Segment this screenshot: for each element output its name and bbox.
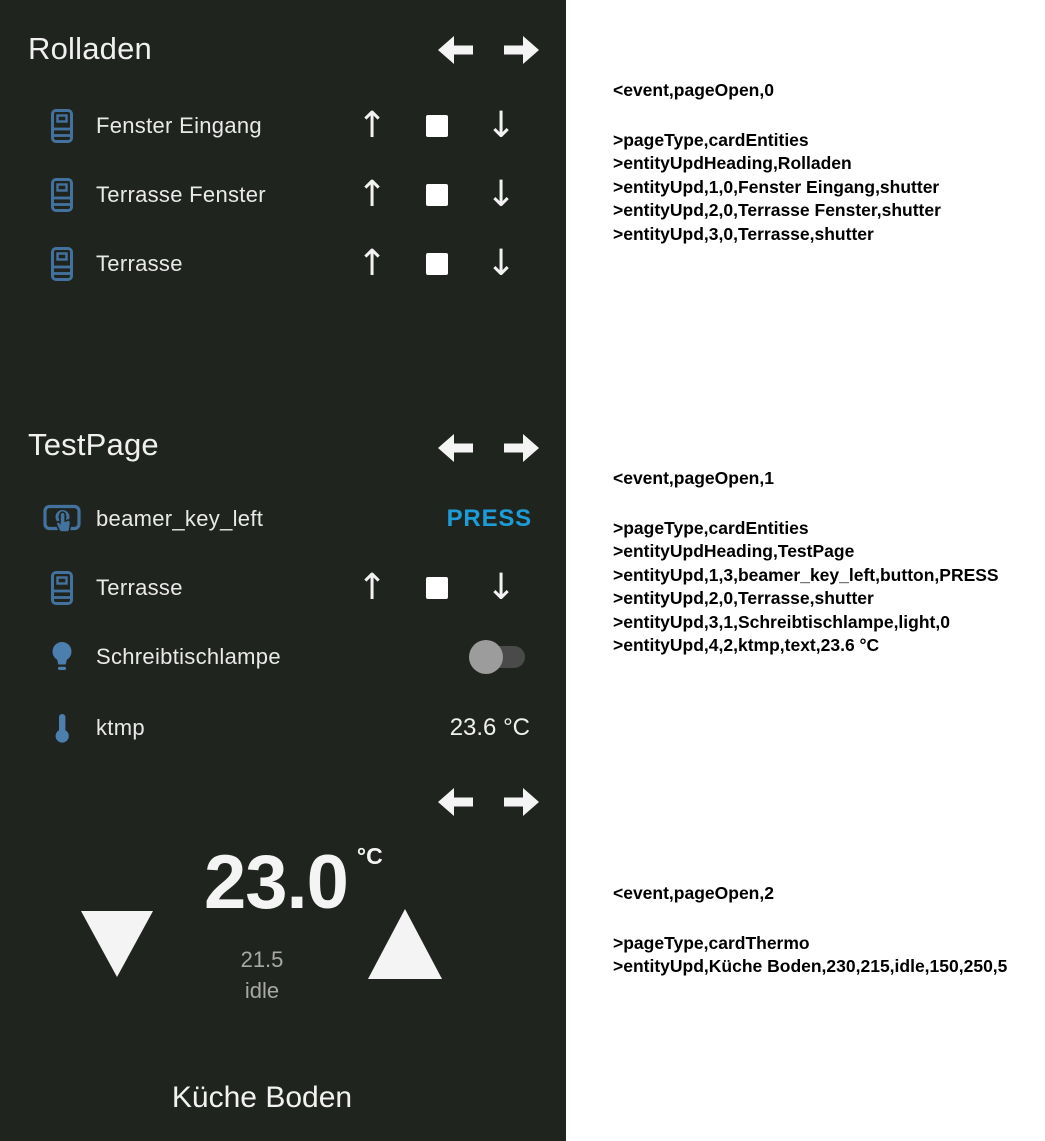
nav-left-arrow-button[interactable] [437, 787, 473, 817]
protocol-line: >entityUpd,2,0,Terrasse,shutter [613, 588, 874, 608]
thermostat-name: Küche Boden [171, 1081, 353, 1114]
entity-label: Fenster Eingang [96, 113, 262, 138]
protocol-event-line: <event,pageOpen,1 [613, 468, 774, 488]
left-arrow-icon [437, 787, 473, 817]
shutter-up-button[interactable]: ↑ [357, 105, 388, 146]
protocol-line: >pageType,cardEntities [613, 129, 809, 150]
page-nav [437, 787, 540, 817]
protocol-block [613, 79, 941, 246]
protocol-line: >entityUpd,Küche Boden,230,215,idle,150,250,5 [613, 956, 1008, 976]
protocol-line: >entityUpd,3,1,Schreibtischlampe,light,0 [613, 611, 950, 632]
protocol-body [613, 129, 941, 247]
entity-value: 23.6 °C [449, 714, 530, 741]
shutter-down-button[interactable]: ↓ [486, 243, 517, 284]
protocol-body [613, 932, 1007, 979]
protocol-line: >entityUpd,4,2,ktmp,text,23.6 °C [613, 635, 880, 655]
protocol-line: >pageType,cardEntities [613, 517, 809, 538]
nav-right-arrow-button[interactable] [504, 787, 540, 817]
page-title: TestPage [28, 427, 159, 462]
entity-label: beamer_key_left [96, 506, 264, 531]
protocol-line: >entityUpd,1,0,Fenster Eingang,shutter [613, 176, 940, 197]
protocol-line: >entityUpd,3,0,Terrasse,shutter [613, 223, 874, 244]
page-title: Rolladen [28, 31, 152, 66]
protocol-event-line: <event,pageOpen,2 [613, 883, 774, 903]
shutter-up-button[interactable]: ↑ [357, 567, 388, 608]
protocol-block [613, 467, 999, 658]
entity-label: Terrasse [96, 251, 183, 276]
protocol-block [613, 882, 1007, 979]
shutter-up-button[interactable]: ↑ [357, 243, 388, 284]
shutter-down-button[interactable]: ↓ [486, 174, 517, 215]
protocol-line: >pageType,cardThermo [613, 932, 810, 953]
setpoint-temperature: 21.5 [240, 947, 284, 972]
protocol-line: >entityUpdHeading,TestPage [613, 541, 855, 561]
current-temperature: 23.0 [204, 840, 348, 925]
press-button[interactable]: PRESS [446, 505, 532, 532]
protocol-line: >entityUpdHeading,Rolladen [613, 153, 852, 173]
shutter-down-button[interactable]: ↓ [486, 105, 517, 146]
entity-label: Terrasse [96, 575, 183, 600]
protocol-line: >entityUpd,1,3,beamer_key_left,button,PRESS [613, 564, 999, 585]
protocol-line: >entityUpd,2,0,Terrasse Fenster,shutter [613, 200, 941, 220]
current-temperature-group [204, 840, 383, 925]
thermostat-state: idle [244, 978, 280, 1003]
entity-label: Terrasse Fenster [96, 182, 266, 207]
right-arrow-icon [504, 787, 540, 817]
protocol-event-line: <event,pageOpen,0 [613, 80, 774, 100]
shutter-down-button[interactable]: ↓ [486, 567, 517, 608]
temperature-unit: °C [356, 843, 383, 869]
shutter-up-button[interactable]: ↑ [357, 174, 388, 215]
entity-label: Schreibtischlampe [96, 644, 281, 669]
protocol-body [613, 517, 999, 658]
entity-label: ktmp [96, 715, 145, 740]
